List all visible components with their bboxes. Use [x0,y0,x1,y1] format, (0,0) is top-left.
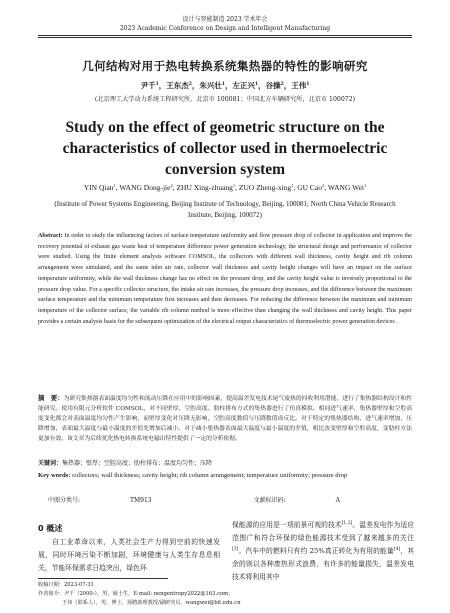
author-name: 尹千$^1$ [140,81,159,90]
header-rule-top [38,35,412,36]
chinese-author-list: 尹千$^1$，王东杰$^2$，朱兴壮$^1$，左正兴$^1$，谷操$^2$，王伟$^1$ [140,81,310,90]
english-affiliation: (Institute of Power Systems Engineering, Beijing Institute of Technology, Beijing, 100081; North China Vehicle Research Institute, Beijing, 100072) [54,200,396,219]
author-affiliation-mark: 2 [280,82,284,87]
clc-number: 中图分类号: TM913 [48,497,152,504]
english-author-list: YIN Qian$^1$, WANG Dong-jie$^2$, ZHU Xing-zhuang$^1$, ZUO Zheng-xing$^1$, GU Cao$^2$, WANG Wei$^1$ [83,183,367,192]
author-affiliation-mark: 1 [306,82,310,87]
author-affiliation-mark: 1 [291,183,294,188]
section-heading: 0 概述 [38,524,63,533]
footnote-contact: 王伟（联系人），男，博士，预聘助理教授/副研究员，wangwei@bit.edu.cn [62,600,241,606]
author-name: 朱兴壮$^1$ [199,81,225,90]
english-keywords-text: collectors; wall thickness; cavity height; rib column arrangement; temperature uniformity; pressure drop [72,472,348,479]
author-affiliation-mark: 1 [155,82,159,87]
chinese-affiliation: (北京理工大学动力系统工程研究所，北京市 100081；中国北方车辆研究所，北京市 100072) [94,96,356,103]
author-affiliation-mark: 1 [113,183,116,188]
chinese-keywords-label: 关键词： [38,460,63,467]
author-affiliation-mark: 1 [255,82,259,87]
author-name: 王东杰$^2$ [166,81,192,90]
citation-ref: [4] [393,547,401,552]
author-affiliation-mark: 1 [364,183,367,188]
footnote-author-info: 作者简介：尹千（2000-），男，硕士生，E-mail: nengentropy2022@163.com； [38,591,234,597]
author-affiliation-mark: 2 [170,183,173,188]
author-name: GU Cao$^2$ [297,183,325,192]
english-abstract-label: Abstract: [38,233,63,239]
footnote-received: 收稿日期：2023-07-31 [38,582,94,588]
author-affiliation-mark: 1 [221,82,225,87]
chinese-keywords-text: 集热器；壁厚；空腔高度；肋柱排布；温度均匀性；压降 [62,460,213,467]
citation-ref: [1,2] [341,521,353,526]
english-abstract-text: In order to study the influencing factors of surface temperature uniformity and flow pressure drop of collector in application and improve the recovery potential of exhaust gas waste heat of temperature difference power generation technology, the structural design and performance of collector were studied. Using the finite element analysis software COMSOL, the collectors with different wall thickness, cavity height and rib column arrangement were simulated, and the same inlet air rate, collector wall thickness and cavity height changes will have an impact on the surface temperature uniformity, while the wall thickness change has no effect on the pressure drop, and the cavity height value is inversely proportional to the pressure drop value. For a specific collector structure, the intake air rate increases, the pressure drop increases, and the difference between the maximum surface temperature and the minimum temperature first increases and then decreases. For reducing the difference between the maximum and minimum temperature of the collector surface, the variable rib column method is more effective than changing the wall thickness and cavity height. This paper provides a certain analysis basis for the subsequent optimization of the electrical output characteristics of thermoelectric power generation devices . [38,233,412,325]
header-rule-bottom [38,37,412,38]
author-name: 王伟$^1$ [291,81,310,90]
chinese-abstract-label: 摘 要： [38,394,64,402]
author-name: 左正兴$^1$ [232,81,259,90]
classification-line [48,495,440,504]
author-name: ZHU Xing-zhuang$^1$ [176,183,236,192]
author-name: ZUO Zheng-xing$^1$ [238,183,294,192]
author-affiliation-mark: 1 [232,183,236,188]
author-affiliation-mark: 2 [188,82,192,87]
document-code: 文献标识码: A [253,497,340,504]
chinese-keywords [38,458,412,467]
author-name: WANG Dong-jie$^2$ [119,183,173,192]
author-name: YIN Qian$^1$ [83,183,116,192]
author-name: WANG Wei$^1$ [327,183,367,192]
author-name: 谷操$^2$ [265,81,284,90]
body-left-column: 自工业革命以来，人类社会生产力得到空前的快速发展，同时环境污染不断加剧，环境健康与人类生存息息相关，节能环保需求日趋突出，绿色环 [38,538,220,572]
footnote-rule [38,578,168,579]
chinese-abstract [38,393,412,444]
citation-ref: [3] [232,547,239,552]
chinese-title: 几何结构对用于热电转换系统集热器的特性的影响研究 [82,59,368,73]
body-right-column: 保能源的应用是一项前景可观的技术[1,2]。温差发电作为适应范围广和符合环保的绿色能源技术受到了越来越多的关注[3]。汽车中的燃料只有约 25%真正转化为有用的能量[4]，其余的则以各种废热形式浪费，有许多的能量损失，温差发电技术将利用其中 [232,521,415,581]
running-header-cn: 设计与智能制造 2023 学术年会 [182,16,268,23]
chinese-abstract-text: 为研究集热器表面温度均匀性和流动压降在应用中的影响因素，提高温差发电技术尾气废热的回收利用潜能，进行了集热器结构设计和性能研究。使用有限元分析软件 COMSOL，对不同壁厚、空腔高度、肋柱排布方式的集热器进行了仿真模拟。相同进气速率，集热器壁厚和空腔高度变化都会对表面温度均匀性产生影响，而壁厚变化对压降无影响，空腔高度数值与压降数值成反比。对于特定的集热器结构，进气速率增加，压降增加，表面最大温度与最小温度的差值先增加后减小。对于减小集热器表面最大温度与最小温度的差值，相比改变壁厚和空腔高度，变肋柱方法更加有效。该文章为后续优化热电转换系统电输出特性提供了一定的分析依据。 [38,396,412,442]
english-abstract [38,231,412,327]
english-keywords [38,471,412,481]
english-title: Study on the effect of geometric structure on the characteristics of collector used in thermoelectric conversion system [62,119,388,178]
running-header-en: 2023 Academic Conference on Design and Intelligent Manufacturing [119,25,331,32]
english-keywords-label: Key words: [38,472,71,479]
author-affiliation-mark: 2 [321,183,325,188]
